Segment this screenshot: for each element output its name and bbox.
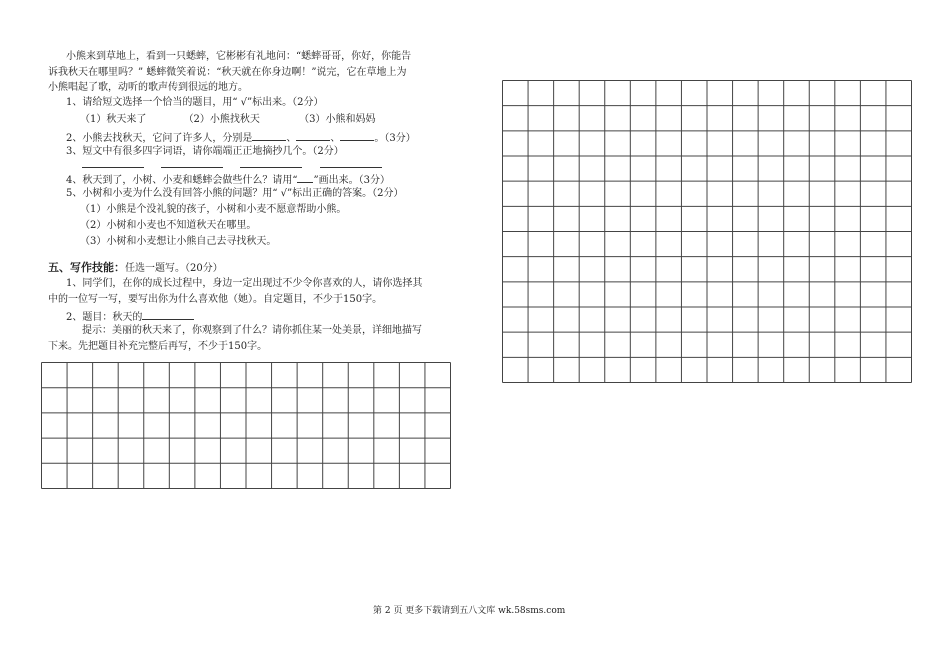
writing-title-blank[interactable] [142, 309, 194, 320]
q3-blank-4[interactable] [320, 157, 382, 168]
q2-prefix: 2、小熊去找秋天，它问了许多人，分别是 [66, 133, 253, 144]
question-2 [66, 130, 416, 145]
q5-option-3: （3）小树和小麦想让小熊自己去寻找秋天。 [80, 236, 277, 247]
passage-line-3: 小熊唱起了歌，动听的歌声传到很远的地方。 [48, 82, 248, 93]
q2-suffix: 。（3分） [374, 133, 416, 144]
q5-option-2: （2）小树和小麦也不知道秋天在哪里。 [80, 220, 257, 231]
writing-prompt-1-line-2: 中的一位写一写，要写出你为什么喜欢他（她）。自定题目，不少于150字。 [48, 294, 383, 305]
q1-option-1: （1）秋天来了 [80, 114, 147, 125]
writing-title-bold: 五、写作技能： [48, 261, 125, 274]
writing-title-rest: 任选一题写。（20分） [125, 263, 223, 274]
q4-suffix: ”画出来。（3分） [313, 175, 390, 186]
passage-line-1: 小熊来到草地上，看到一只蟋蟀，它彬彬有礼地问：“蟋蟀哥哥，你好，你能告 [66, 51, 412, 62]
writing-prompt-2-prefix: 2、题目：秋天的 [66, 312, 143, 323]
question-3: 3、短文中有很多四字词语，请你端端正正地摘抄几个。（2分） [66, 146, 344, 157]
writing-prompt-2 [66, 309, 194, 324]
q2-answer-blank-2[interactable] [296, 130, 330, 141]
q1-option-3: （3）小熊和妈妈 [299, 114, 376, 125]
q3-blank-2[interactable] [161, 157, 223, 168]
q3-blank-1[interactable] [82, 157, 144, 168]
writing-section-title [48, 262, 223, 275]
writing-grid-left[interactable] [41, 362, 451, 489]
q3-blank-3[interactable] [240, 157, 302, 168]
passage-line-2: 诉我秋天在哪里吗？” 蟋蟀微笑着说：“秋天就在你身边啊！”说完，它在草地上为 [48, 67, 407, 78]
question-1-options [80, 114, 376, 126]
writing-prompt-1-line-1: 1、同学们，在你的成长过程中，身边一定出现过不少令你喜欢的人，请你选择其 [66, 278, 423, 289]
writing-grid-right[interactable] [502, 80, 912, 383]
q5-option-1: （1）小熊是个没礼貌的孩子，小树和小麦不愿意帮助小熊。 [80, 204, 347, 215]
q4-prefix: 4、秋天到了，小树、小麦和蟋蟀会做些什么？请用“ [66, 175, 298, 186]
writing-hint-line-1: 提示：美丽的秋天来了，你观察到了什么？请你抓住某一处美景，详细地描写 [82, 325, 422, 336]
q1-option-2: （2）小熊找秋天 [183, 114, 260, 125]
question-4 [66, 172, 390, 187]
page-footer: 第 2 页 更多下载请到五八文库 wk.58sms.com [373, 606, 566, 616]
q2-sep-2: 、 [330, 133, 341, 144]
question-5: 5、小树和小麦为什么没有回答小熊的问题？用“ √”标出正确的答案。（2分） [66, 188, 404, 199]
q2-answer-blank-3[interactable] [340, 130, 374, 141]
q2-answer-blank-1[interactable] [252, 130, 286, 141]
q2-sep-1: 、 [286, 133, 297, 144]
question-1: 1、请给短文选择一个恰当的题目，用“ √”标出来。（2分） [66, 97, 324, 108]
writing-hint-line-2: 下来。先把题目补充完整后再写，不少于150字。 [48, 341, 268, 352]
q4-underline-sample [297, 172, 313, 183]
q3-answer-blanks [82, 157, 382, 172]
